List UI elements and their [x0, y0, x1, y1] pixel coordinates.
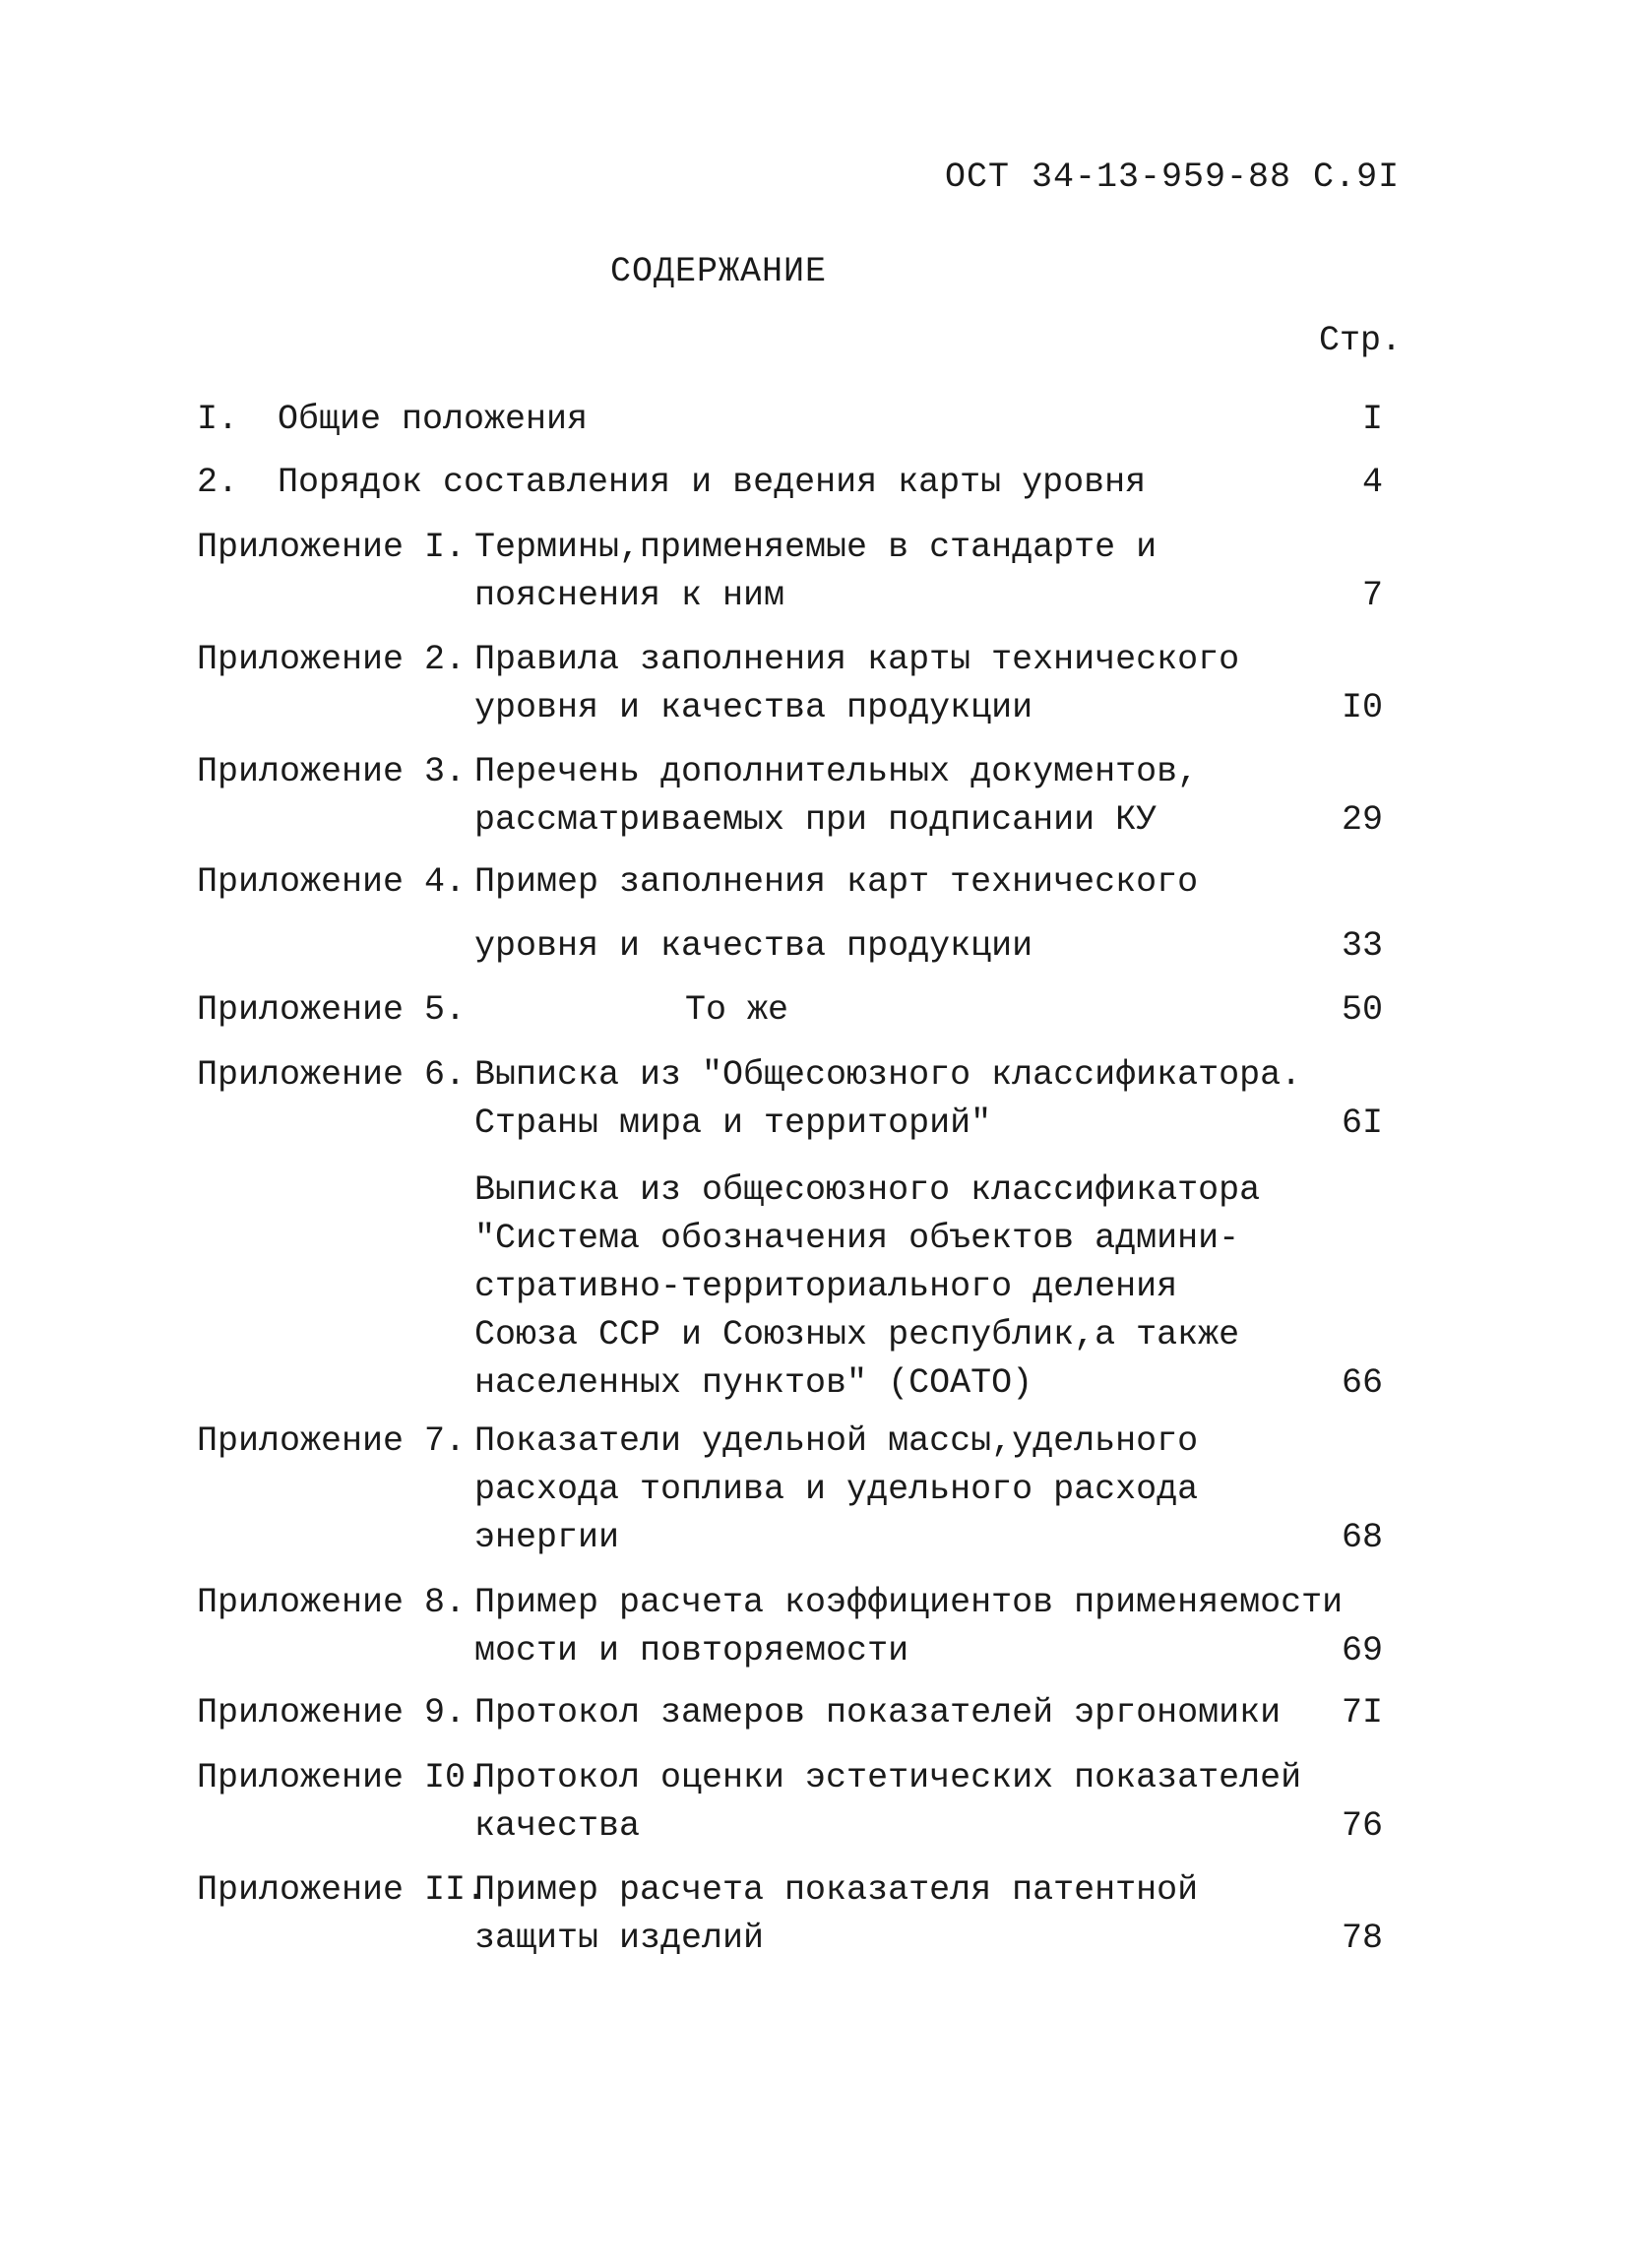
toc-entry: [197, 1418, 1383, 1562]
entry-title-line: расхода топлива и удельного расхода: [474, 1470, 1199, 1509]
entry-number: Приложение II.: [197, 1870, 487, 1910]
toc-entry: [197, 986, 1383, 1035]
entry-number: Приложение 4.: [197, 862, 467, 902]
entry-page: 33: [1341, 926, 1383, 966]
toc-entry: [197, 396, 1383, 444]
toc-entry: [197, 459, 1383, 507]
entry-page: 66: [1341, 1363, 1383, 1403]
toc-entry: [197, 524, 1383, 620]
entry-title: Протокол замеров показателей эргономики: [474, 1693, 1282, 1732]
entry-title-line: Правила заполнения карты технического: [474, 640, 1240, 679]
entry-title-line: уровня и качества продукции: [474, 688, 1033, 727]
entry-title-line: "Система обозначения объектов админи-: [474, 1219, 1240, 1258]
entry-title: Общие положения: [278, 400, 589, 439]
entry-title-line: Перечень дополнительных документов,: [474, 752, 1199, 791]
entry-title-line: уровня и качества продукции: [474, 926, 1033, 966]
entry-number: Приложение 8.: [197, 1583, 467, 1622]
entry-title-line: пояснения к ним: [474, 576, 785, 615]
toc-entry: [197, 636, 1383, 732]
entry-page: 29: [1341, 800, 1383, 840]
entry-page: 4: [1361, 463, 1383, 502]
entry-number: Приложение 6.: [197, 1055, 467, 1095]
entry-number: Приложение 5.: [197, 990, 467, 1030]
entry-number: Приложение 2.: [197, 640, 467, 679]
entry-number: Приложение I.: [197, 528, 467, 567]
entry-page: 6I: [1341, 1103, 1383, 1143]
entry-page: 76: [1341, 1806, 1383, 1846]
entry-title-line: Пример расчета показателя патентной: [474, 1870, 1199, 1910]
toc-entry: [197, 1866, 1383, 1963]
entry-page: 50: [1341, 990, 1383, 1030]
page-column-header: Стр.: [1319, 321, 1403, 360]
toc-entry: [197, 858, 1383, 986]
entry-page: 68: [1341, 1518, 1383, 1557]
toc-entry: [197, 1579, 1383, 1675]
entry-page: I0: [1341, 688, 1383, 727]
entry-title-line: Выписка из общесоюзного классификатора: [474, 1170, 1261, 1210]
entry-number: I.: [197, 400, 239, 439]
entry-title-line: Страны мира и территорий": [474, 1103, 992, 1143]
entry-title-line: Протокол оценки эстетических показателей: [474, 1758, 1302, 1797]
document-code: ОСТ 34-13-959-88 С.9I: [945, 158, 1401, 197]
entry-title-line: стративно-территориального деления: [474, 1267, 1178, 1306]
entry-title-line: Союза ССР и Союзных республик,а также: [474, 1315, 1240, 1354]
entry-title-line: населенных пунктов" (СОАТО): [474, 1363, 1033, 1403]
entry-title: То же: [685, 990, 789, 1030]
entry-title-line: Термины,применяемые в стандарте и: [474, 528, 1158, 567]
entry-page: 7I: [1341, 1693, 1383, 1732]
entry-title-line: Пример заполнения карт технического: [474, 862, 1199, 902]
entry-title-line: Показатели удельной массы,удельного: [474, 1421, 1199, 1461]
entry-title-line: энергии: [474, 1518, 620, 1557]
entry-page: 7: [1361, 576, 1383, 615]
entry-title-line: рассматриваемых при подписании КУ: [474, 800, 1158, 840]
entry-page: I: [1361, 400, 1383, 439]
entry-page: 69: [1341, 1631, 1383, 1670]
contents-title: СОДЕРЖАНИЕ: [610, 252, 828, 291]
toc-entry: [197, 1166, 1383, 1408]
entry-number: Приложение 9.: [197, 1693, 467, 1732]
toc-entry: [197, 1754, 1383, 1851]
entry-number: Приложение 3.: [197, 752, 467, 791]
toc-entry: [197, 1051, 1383, 1148]
toc-entry: [197, 748, 1383, 845]
entry-number: 2.: [197, 463, 239, 502]
entry-title: Порядок составления и ведения карты уровня: [278, 463, 1147, 502]
entry-page: 78: [1341, 1919, 1383, 1958]
entry-title-line: Пример расчета коэффициентов применяемости: [474, 1583, 1344, 1622]
entry-title-line: Выписка из "Общесоюзного классификатора.: [474, 1055, 1302, 1095]
entry-title-line: качества: [474, 1806, 641, 1846]
entry-title-line: защиты изделий: [474, 1919, 765, 1958]
entry-title-line: мости и повторяемости: [474, 1631, 909, 1670]
toc-entry: [197, 1689, 1383, 1737]
entry-number: Приложение I0.: [197, 1758, 487, 1797]
entry-number: Приложение 7.: [197, 1421, 467, 1461]
